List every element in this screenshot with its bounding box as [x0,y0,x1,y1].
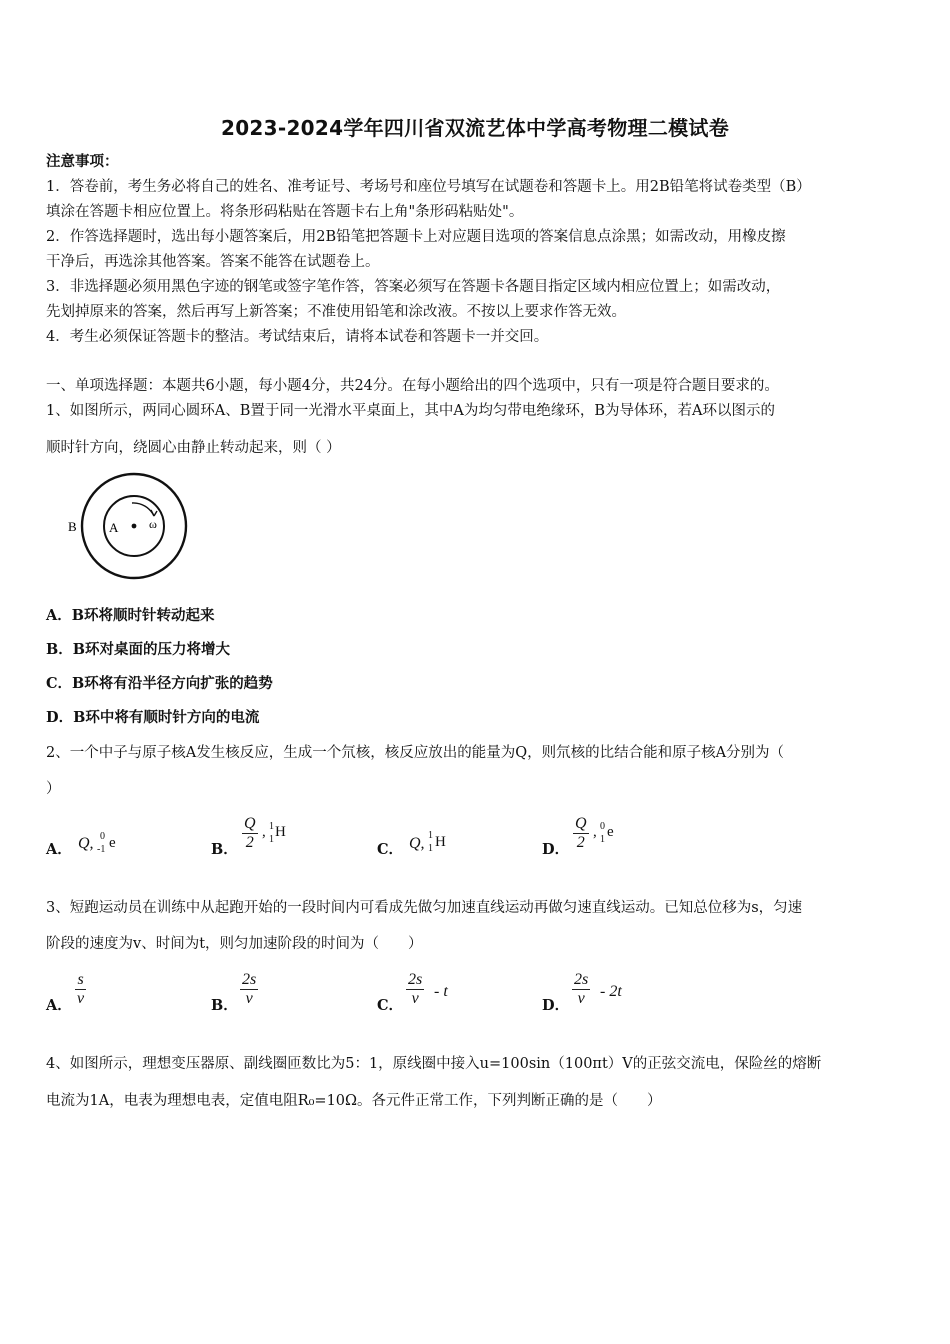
q2-option-a-label: A． [46,841,72,858]
fraction-denominator: v [240,989,258,1008]
notice-line: 1．答卷前，考生务必将自己的姓名、准考证号、考场号和座位号填写在试题卷和答题卡上。用2B铅笔将试卷类型（B） [46,179,811,195]
q2-option-c-label: C． [377,841,404,858]
q2-stem-line2: ） [46,781,61,797]
rotation-arrow [132,503,154,516]
q2-option-c-nuclide [426,829,456,857]
q3-stem-line1: 3、短跑运动员在训练中从起跑开始的一段时间内可看成先做匀加速直线运动再做匀速直线运动。已知总位移为s，匀速 [46,900,803,916]
nuclide-charge: 1 [269,834,274,845]
q2-option-a-nuclide [97,829,127,857]
q1-option-b: B．B环对桌面的压力将增大 [46,641,231,658]
nuclide-mass: 1 [269,821,274,832]
notice-line: 填涂在答题卡相应位置上。将条形码粘贴在答题卡右上角"条形码粘贴处"。 [46,204,524,220]
q3-option-a-label: A． [46,997,72,1014]
fraction-numerator: 2s [408,971,423,988]
q3-option-a-fraction [75,971,86,1008]
q3-option-c-fraction [406,971,424,1008]
fraction-denominator: 2 [242,833,258,852]
nuclide-symbol: H [435,834,446,850]
label-omega: ω [149,517,157,531]
fraction-numerator: Q [575,815,587,832]
q3-option-c-label: C． [377,997,404,1014]
q2-stem-line1: 2、一个中子与原子核A发生核反应，生成一个氘核，核反应放出的能量为Q，则氘核的比结合能和原子核A分别为（ [46,745,785,761]
q2-option-d-nuclide: , 0 1 e [593,821,614,845]
fraction-numerator: 2s [242,971,257,988]
notice-line: 4．考生必须保证答题卡的整洁。考试结束后，请将本试卷和答题卡一并交回。 [46,329,549,345]
q2-option-a-q: Q, [78,835,94,852]
q3-option-b-label: B． [211,997,238,1014]
q2-option-b-label: B． [211,841,238,858]
label-a: A [109,520,119,535]
fraction-denominator: v [572,989,590,1008]
fraction-numerator: s [77,971,84,988]
q4-stem-line1: 4、如图所示，理想变压器原、副线圈匝数比为5：1，原线圈中接入u=100sin（100πt）V的正弦交流电，保险丝的熔断 [46,1056,822,1072]
nuclide-charge: 1 [428,843,433,854]
rotation-arrowhead [151,510,157,516]
q1-option-a: A．B环将顺时针转动起来 [46,607,215,624]
fraction-denominator: v [77,990,85,1007]
fraction-denominator: v [406,989,424,1008]
nuclide-mass: 0 [600,821,605,832]
fraction-numerator: 2s [574,971,589,988]
q2-option-d-fraction [573,815,589,852]
nuclide-charge: 1 [600,834,605,845]
ring-center-dot [132,524,137,529]
q2-option-b-fraction [242,815,258,852]
q1-stem-line1: 1、如图所示，两同心圆环A、B置于同一光滑水平桌面上，其中A为均匀带电绝缘环，B为导体环，若A环以图示的 [46,403,775,419]
q3-stem-line2: 阶段的速度为v、时间为t，则匀加速阶段的时间为（ ） [46,936,423,952]
nuclide-symbol: H [275,824,286,840]
nuclide-mass: 0 [100,831,105,842]
q3-option-d-tail: - 2t [600,983,622,1000]
notice-heading: 注意事项： [46,153,119,170]
q4-stem-line2: 电流为1A，电表为理想电表，定值电阻R₀=10Ω。各元件正常工作，下列判断正确的是（ ） [46,1093,662,1109]
notice-line: 3．非选择题必须用黑色字迹的钢笔或签字笔作答，答案必须写在答题卡各题目指定区域内相应位置上；如需改动， [46,279,781,295]
label-b: B [68,519,77,534]
nuclide-mass: 1 [428,830,433,841]
q1-option-d: D．B环中将有顺时针方向的电流 [46,709,260,726]
notice-line: 先划掉原来的答案，然后再写上新答案；不准使用铅笔和涂改液。不按以上要求作答无效。 [46,304,626,320]
fraction-numerator: Q [244,815,256,832]
q1-option-c: C．B环将有沿半径方向扩张的趋势 [46,675,273,692]
notice-line: 干净后，再选涂其他答案。答案不能答在试题卷上。 [46,254,380,270]
q3-option-b-fraction [240,971,258,1008]
q3-option-d-fraction [572,971,590,1008]
nuclide-charge: -1 [97,844,106,855]
q2-option-c-q: Q, [409,835,425,852]
q1-stem-line2: 顺时针方向，绕圆心由静止转动起来，则（ ） [46,440,341,456]
nuclide-symbol: e [109,835,116,851]
notice-line: 2．作答选择题时，选出每小题答案后，用2B铅笔把答题卡上对应题目选项的答案信息点涂黑；如需改动，用橡皮擦 [46,229,786,245]
q2-option-d-label: D． [542,841,570,858]
section-heading: 一、单项选择题：本题共6小题，每小题4分，共24分。在每小题给出的四个选项中，只有一项是符合题目要求的。 [46,378,779,394]
nuclide-symbol: e [607,824,614,840]
q2-option-b-nuclide: , 1 1 H [262,821,286,845]
q1-ring-figure [62,470,192,582]
q3-option-c-tail: - t [434,983,448,1000]
q3-option-d-label: D． [542,997,570,1014]
fraction-denominator: 2 [573,833,589,852]
page-title: 2023-2024学年四川省双流艺体中学高考物理二模试卷 [220,116,730,140]
